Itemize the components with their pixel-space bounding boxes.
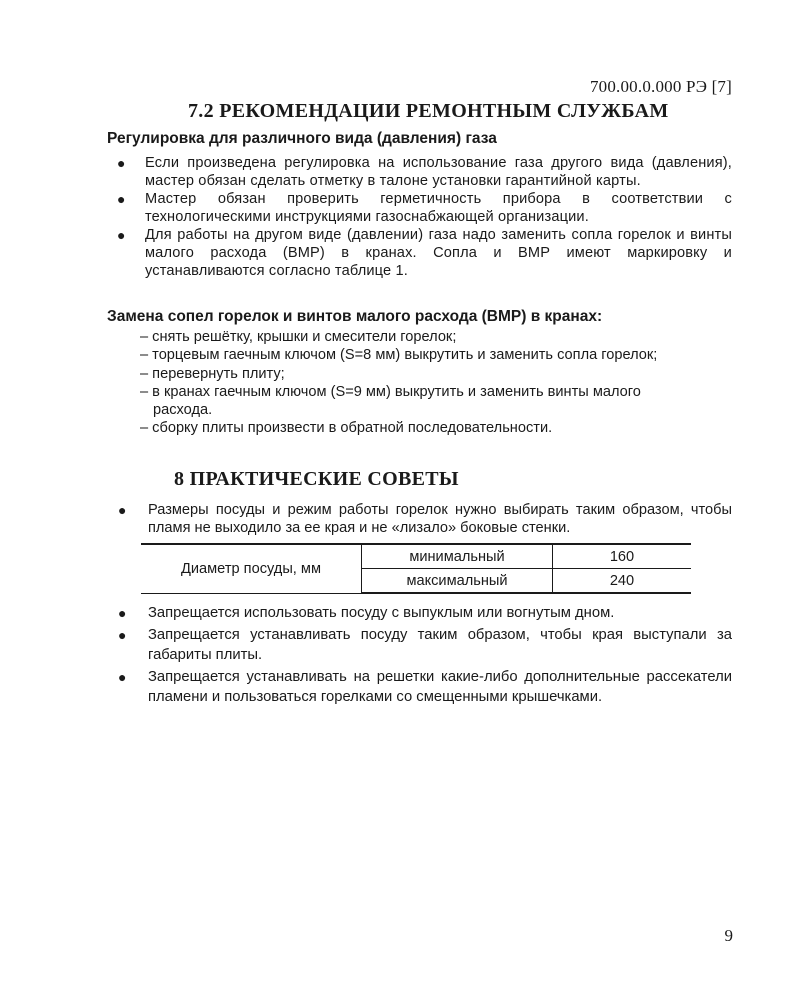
list-item-text: Запрещается использовать посуду с выпуклым или вогнутым дном.	[148, 605, 615, 621]
list-item-text: Размеры посуды и режим работы горелок нужно выбирать таким образом, чтобы пламя не выходило за ее края и не «лизало» боковые стенки.	[148, 502, 732, 536]
list-item	[110, 625, 732, 666]
list-item-text: Запрещается устанавливать на решетки какие-либо дополнительные рассекатели пламени и пользоваться горелками со смещенными крышечками.	[148, 668, 732, 705]
list-item	[107, 226, 732, 280]
gas-adjustment-subheading: Регулировка для различного вида (давления) газа	[107, 130, 497, 147]
table-cell: 160	[553, 544, 692, 569]
nozzle-replacement-steps	[140, 328, 732, 438]
list-item: – перевернуть плиту;	[140, 365, 285, 382]
table-row	[141, 544, 691, 569]
bullet-icon: ●	[118, 502, 127, 518]
bullet-icon: ●	[118, 668, 127, 685]
section-8-title: 8 ПРАКТИЧЕСКИЕ СОВЕТЫ	[174, 468, 459, 490]
table-label-cell: Диаметр посуды, мм	[141, 544, 362, 593]
practical-tips-intro	[110, 501, 732, 537]
list-item-text: Мастер обязан проверить герметичность прибора в соответствии с технологическими инструкциями газоснабжающей организации.	[145, 191, 732, 225]
nozzle-replacement-subheading: Замена сопел горелок и винтов малого расхода (ВМР) в кранах:	[107, 308, 603, 325]
section-7-2-title: 7.2 РЕКОМЕНДАЦИИ РЕМОНТНЫМ СЛУЖБАМ	[188, 100, 669, 122]
list-item	[107, 154, 732, 190]
table-cell: максимальный	[362, 569, 553, 594]
list-item	[107, 190, 732, 226]
list-item: – сборку плиты произвести в обратной последовательности.	[140, 420, 553, 437]
bullet-icon: ●	[117, 155, 126, 171]
bullet-icon: ●	[118, 626, 127, 643]
list-item	[140, 383, 732, 420]
practical-tips-list	[110, 603, 732, 709]
list-item	[110, 667, 732, 708]
list-item: – снять решётку, крышки и смесители горелок;	[140, 329, 457, 345]
list-item-continuation: расхода.	[153, 402, 213, 419]
list-item	[110, 501, 732, 537]
list-item-text: Если произведена регулировка на использование газа другого вида (давления), мастер обязан сделать отметку в талоне установки гарантийной карты.	[145, 155, 732, 189]
table-cell: 240	[553, 569, 692, 594]
table-cell: минимальный	[362, 544, 553, 569]
list-item-text: – в кранах гаечным ключом (S=9 мм) выкрутить и заменить винты малого	[140, 383, 641, 400]
bullet-icon: ●	[117, 227, 126, 243]
bullet-icon: ●	[118, 605, 127, 621]
bullet-icon: ●	[117, 191, 126, 207]
list-item-text: Для работы на другом виде (давлении) газа надо заменить сопла горелок и винты малого расхода (ВМР) в кранах. Сопла и ВМР имеют маркировку и устанавливаются согласно таблице 1.	[145, 227, 732, 279]
list-item-text: Запрещается устанавливать посуду таким образом, чтобы края выступали за габариты плиты.	[148, 626, 732, 663]
document-id: 700.00.0.000 РЭ [7]	[589, 77, 732, 96]
page-number: 9	[724, 926, 733, 945]
list-item: – торцевым гаечным ключом (S=8 мм) выкрутить и заменить сопла горелок;	[140, 347, 658, 364]
list-item	[110, 603, 732, 624]
repair-recommendations-list	[107, 154, 732, 280]
cookware-diameter-table	[141, 543, 691, 594]
